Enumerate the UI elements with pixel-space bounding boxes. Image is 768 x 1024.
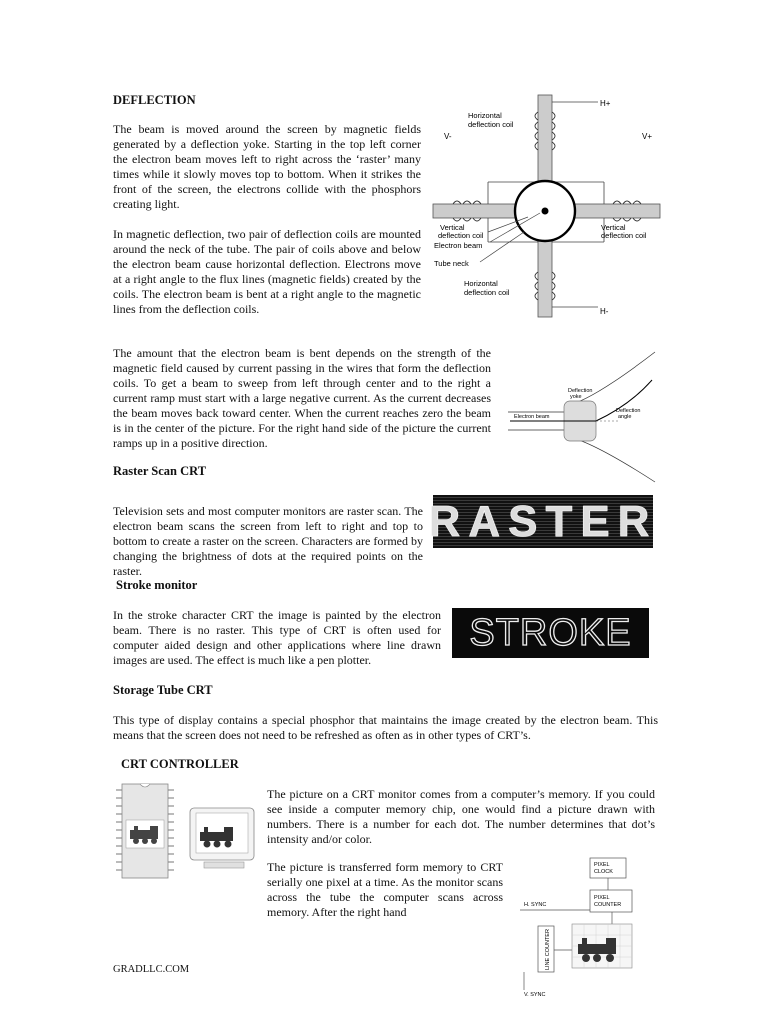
deflection-paragraph-1: The beam is moved around the screen by magnetic fields generated by a deflection yoke. Starting in the top left corner the electron beam moves left to right across the ‘raster’ many times while it slowly moves top to bottom. When it strikes the front of the screen, the electrons collide with the phosphors creating light.	[113, 122, 421, 211]
horizontal-coil-bottom-label-1: Horizontal	[464, 279, 498, 288]
pixel-clock-box	[590, 858, 626, 878]
h-minus-label: H-	[600, 307, 609, 316]
pixel-counter-box	[590, 890, 632, 912]
raster-banner-text: RASTER	[428, 496, 658, 546]
vertical-coil-left-label-1: Vertical	[440, 223, 465, 232]
v-sync-label: V. SYNC	[524, 992, 546, 998]
deflection-yoke-label-2: yoke	[570, 394, 582, 400]
pixel-counter-label-2: COUNTER	[594, 902, 622, 908]
electron-beam-label: Electron beam	[434, 241, 483, 250]
stroke-banner-text: STROKE	[469, 611, 632, 654]
deflection-yoke-label-1: Deflection	[568, 388, 593, 394]
footer-site-name: GRADLLC.COM	[113, 964, 190, 975]
line-counter-label: LINE COUNTER	[545, 929, 551, 970]
pixel-clock-label-1: PIXEL	[594, 862, 610, 868]
vertical-coil-right-label-1: Vertical	[601, 223, 626, 232]
raster-heading: Raster Scan CRT	[113, 464, 207, 478]
deflection-paragraph-3: The amount that the electron beam is bent depends on the strength of the magnetic field caused by current passing in the wires that form the deflection coils. To get a beam to sweep from left through center and to the right a current ramp must start with a large negative current. As the current decreases the beam moves back toward center. When the current reaches zero the beam is in the center of the picture. For the right hand side of the picture the current ramps up in a positive direction.	[113, 346, 491, 450]
horizontal-coil-top-label-2: deflection coil	[468, 120, 514, 129]
stroke-paragraph: In the stroke character CRT the image is painted by the electron beam. There is no raster. This type of CRT is often used for computer aided design and other applications where line drawn images are used. The effect is much like a pen plotter.	[113, 608, 441, 667]
v-minus-label: V-	[444, 132, 452, 141]
electron-beam-side-label: Electron beam	[514, 414, 550, 420]
v-plus-label: V+	[642, 132, 653, 141]
memory-chip-illustration	[112, 782, 262, 882]
deflection-angle-label-1: Deflection	[616, 408, 641, 414]
controller-paragraph-1: The picture on a CRT monitor comes from a computer’s memory. If you could see inside a computer memory chip, one would find a picture drawn with numbers. There is a number for each dot. The number determines that dot’s intensity and/or color.	[267, 787, 655, 846]
stroke-banner	[452, 608, 649, 658]
tube-neck-label: Tube neck	[434, 259, 469, 268]
raster-paragraph: Television sets and most computer monitors are raster scan. The electron beam scans the screen from left to right and top to bottom to create a raster on the screen. Characters are formed by changing the brightness of dots at the required points on the raster.	[113, 504, 423, 578]
deflection-heading: DEFLECTION	[113, 93, 196, 107]
deflection-coil-diagram	[428, 92, 664, 328]
vertical-coil-right-label-2: deflection coil	[601, 231, 647, 240]
horizontal-coil-bottom-label-2: deflection coil	[464, 288, 510, 297]
controller-heading: CRT CONTROLLER	[121, 757, 239, 771]
storage-paragraph: This type of display contains a special phosphor that maintains the image created by the electron beam. This means that the screen does not need to be refreshed as often as in other types of CRT’s.	[113, 713, 658, 742]
raster-banner	[428, 495, 658, 548]
controller-paragraph-2: The picture is transferred form memory to CRT serially one pixel at a time. As the monitor scans across the tube the computer scans across memory. After the right hand	[267, 860, 503, 919]
horizontal-coil-top-label-1: Horizontal	[468, 111, 502, 120]
stroke-heading: Stroke monitor	[116, 578, 198, 592]
h-plus-label: H+	[600, 99, 611, 108]
pixel-counter-label-1: PIXEL	[594, 895, 610, 901]
vertical-coil-left-label-2: deflection coil	[438, 231, 484, 240]
controller-block-diagram	[516, 856, 666, 1001]
storage-heading: Storage Tube CRT	[113, 683, 213, 697]
h-sync-label: H. SYNC	[524, 902, 547, 908]
monitor-base	[204, 862, 244, 868]
pixel-clock-label-2: CLOCK	[594, 869, 613, 875]
yoke-side-diagram	[500, 350, 660, 485]
deflection-angle-label-2: angle	[618, 414, 632, 420]
deflection-paragraph-2: In magnetic deflection, two pair of deflection coils are mounted around the neck of the tube. The pair of coils above and below the electron beam cause horizontal deflection. Electrons move at a right angle to the flux lines (magnetic fields) created by the coils. The electron beam is bent at a right angle to the magnetic lines from the deflection coils.	[113, 227, 421, 316]
electron-beam-dot	[542, 208, 549, 215]
